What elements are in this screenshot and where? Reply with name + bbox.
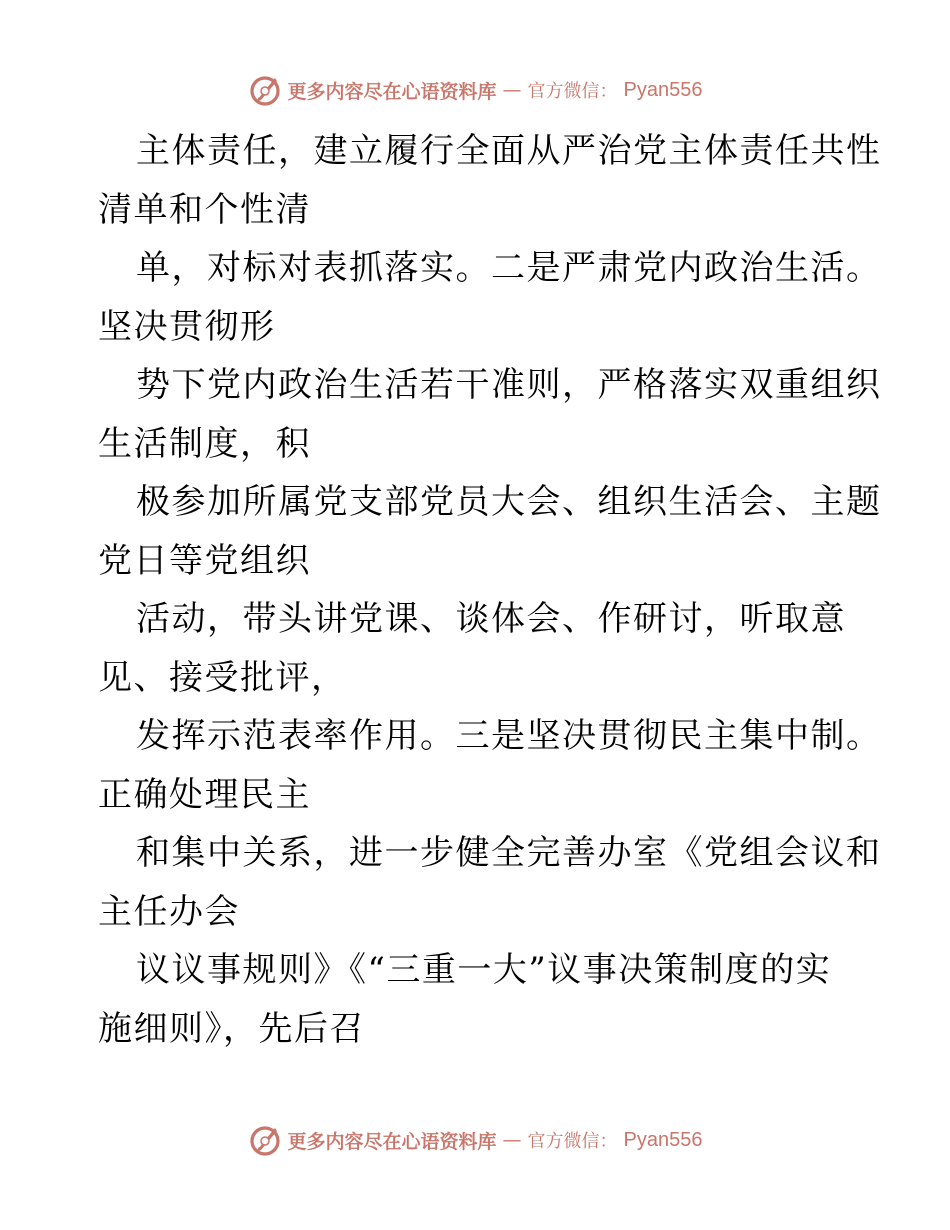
text-line: 和集中关系，进一步健全完善办室《党组会议和: [136, 833, 882, 873]
banner-wechat-id: Pyan556: [623, 78, 703, 101]
text-line: 党日等党组织: [98, 540, 311, 581]
text-line: 极参加所属党支部党员大会、组织生活会、主题: [136, 482, 882, 522]
banner-separator: —: [502, 79, 522, 101]
text-line: 主体责任，建立履行全面从严治党主体责任共性: [136, 131, 882, 171]
text-line: 生活制度，积: [98, 423, 311, 464]
text-line: 议议事规则》《“三重一大”议事决策制度的实: [136, 950, 832, 990]
text-line: 势下党内政治生活若干准则，严格落实双重组织: [136, 365, 882, 405]
text-line: 单，对标对表抓落实。二是严肃党内政治生活。: [136, 248, 882, 288]
text-line: 施细则》，先后召: [98, 1008, 365, 1049]
text-line: 正确处理民主: [98, 774, 311, 815]
footer-banner: [0, 1120, 950, 1160]
banner-wechat-label: 官方微信：: [527, 1131, 618, 1152]
text-line: 发挥示范表率作用。三是坚决贯彻民主集中制。: [136, 716, 882, 756]
header-banner: [0, 70, 950, 110]
text-line: 清单和个性清: [98, 189, 311, 230]
banner-separator: —: [502, 1129, 522, 1151]
text-line: 主任办会: [98, 891, 240, 932]
text-line: 坚决贯彻形: [98, 306, 276, 347]
text-line: 见、接受批评，: [98, 657, 347, 698]
banner-wechat-id: Pyan556: [623, 1128, 703, 1151]
quill-pen-logo-icon: [248, 1123, 282, 1157]
banner-text: 更多内容尽在心语资料库: [287, 1130, 497, 1153]
quill-pen-logo-icon: [248, 73, 282, 107]
banner-wechat-label: 官方微信：: [527, 81, 618, 102]
document-body: [98, 122, 882, 1058]
banner-text: 更多内容尽在心语资料库: [287, 80, 497, 103]
text-line: 活动，带头讲党课、谈体会、作研讨，听取意: [136, 599, 846, 639]
